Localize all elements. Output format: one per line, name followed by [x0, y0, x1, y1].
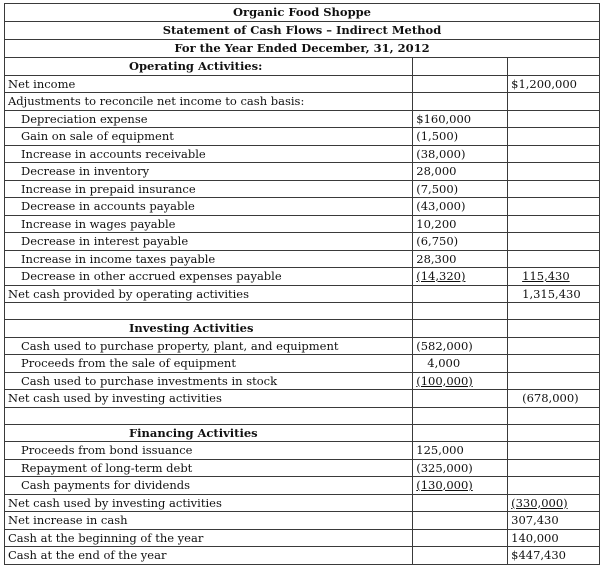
table-row — [5, 110, 600, 128]
cash-flow-statement — [4, 3, 600, 565]
item-label: Decrease in inventory — [5, 163, 413, 181]
statement-period: For the Year Ended December, 31, 2012 — [5, 40, 600, 58]
item-label: Decrease in accounts payable — [5, 198, 413, 216]
table-row — [5, 268, 600, 286]
statement-title: Statement of Cash Flows – Indirect Method — [5, 22, 600, 40]
net-income-value: $1,200,000 — [508, 75, 600, 93]
item-value: 28,000 — [413, 163, 508, 181]
table-row — [5, 215, 600, 233]
spacer-row — [5, 407, 600, 424]
item-value: (1,500) — [413, 128, 508, 146]
financing-net-label: Net cash used by investing activities — [5, 494, 413, 512]
item-label: Cash payments for dividends — [5, 477, 413, 495]
adjustments-row — [5, 93, 600, 111]
header-row-period — [5, 40, 600, 58]
net-income-row — [5, 75, 600, 93]
item-label: Depreciation expense — [5, 110, 413, 128]
operating-net-label: Net cash provided by operating activities — [5, 285, 413, 303]
item-label: Increase in accounts receivable — [5, 145, 413, 163]
adjustments-total: 115,430 — [522, 269, 570, 283]
net-increase-row — [5, 512, 600, 530]
net-increase-value: 307,430 — [508, 512, 600, 530]
table-row — [5, 250, 600, 268]
item-value: (6,750) — [413, 233, 508, 251]
table-row — [5, 163, 600, 181]
financing-title: Financing Activities — [5, 424, 413, 442]
table-row — [5, 355, 600, 373]
operating-title: Operating Activities: — [5, 58, 413, 76]
item-label: Gain on sale of equipment — [5, 128, 413, 146]
cash-end-value: $447,430 — [508, 547, 600, 565]
table-row — [5, 477, 600, 495]
item-value: (130,000) — [416, 478, 473, 492]
table-row — [5, 198, 600, 216]
cash-end-label: Cash at the end of the year — [5, 547, 413, 565]
item-label: Decrease in other accrued expenses payable — [5, 268, 413, 286]
item-value: (7,500) — [413, 180, 508, 198]
cash-beginning-value: 140,000 — [508, 529, 600, 547]
item-label: Increase in prepaid insurance — [5, 180, 413, 198]
item-label: Decrease in interest payable — [5, 233, 413, 251]
item-value: (43,000) — [413, 198, 508, 216]
table-row — [5, 337, 600, 355]
item-label: Proceeds from bond issuance — [5, 442, 413, 460]
cash-beginning-label: Cash at the beginning of the year — [5, 529, 413, 547]
statement-table — [4, 3, 600, 565]
company-name: Organic Food Shoppe — [5, 4, 600, 22]
financing-net-value: (330,000) — [511, 495, 568, 510]
item-label: Cash used to purchase property, plant, and equipment — [5, 337, 413, 355]
table-row — [5, 128, 600, 146]
net-income-label: Net income — [5, 75, 413, 93]
item-label: Repayment of long-term debt — [5, 459, 413, 477]
operating-title-row — [5, 58, 600, 76]
item-value: 125,000 — [413, 442, 508, 460]
item-value: 10,200 — [413, 215, 508, 233]
investing-net-label: Net cash used by investing activities — [5, 390, 413, 408]
adjustments-label: Adjustments to reconcile net income to cash basis: — [5, 93, 413, 111]
item-label: Cash used to purchase investments in stock — [5, 372, 413, 390]
item-value: 28,300 — [413, 250, 508, 268]
header-row-company — [5, 4, 600, 22]
table-row — [5, 372, 600, 390]
table-row — [5, 180, 600, 198]
table-row — [5, 145, 600, 163]
table-row — [5, 459, 600, 477]
item-label: Increase in wages payable — [5, 215, 413, 233]
item-label: Increase in income taxes payable — [5, 250, 413, 268]
net-increase-label: Net increase in cash — [5, 512, 413, 530]
item-value: (38,000) — [413, 145, 508, 163]
spacer-row — [5, 303, 600, 320]
cash-end-row — [5, 547, 600, 565]
cash-beginning-row — [5, 529, 600, 547]
table-row — [5, 233, 600, 251]
item-value: 4,000 — [413, 355, 508, 373]
header-row-statement — [5, 22, 600, 40]
item-value: (14,320) — [416, 269, 466, 283]
financing-net-row — [5, 494, 600, 512]
item-value: (100,000) — [416, 373, 473, 388]
item-label: Proceeds from the sale of equipment — [5, 355, 413, 373]
investing-net-value: (678,000) — [508, 390, 600, 408]
investing-net-row — [5, 390, 600, 408]
operating-net-value: 1,315,430 — [508, 285, 600, 303]
investing-title: Investing Activities — [5, 320, 413, 338]
item-value: $160,000 — [413, 110, 508, 128]
investing-title-row — [5, 320, 600, 338]
financing-title-row — [5, 424, 600, 442]
item-value: (582,000) — [413, 337, 508, 355]
operating-net-row — [5, 285, 600, 303]
item-value: (325,000) — [413, 459, 508, 477]
table-row — [5, 442, 600, 460]
